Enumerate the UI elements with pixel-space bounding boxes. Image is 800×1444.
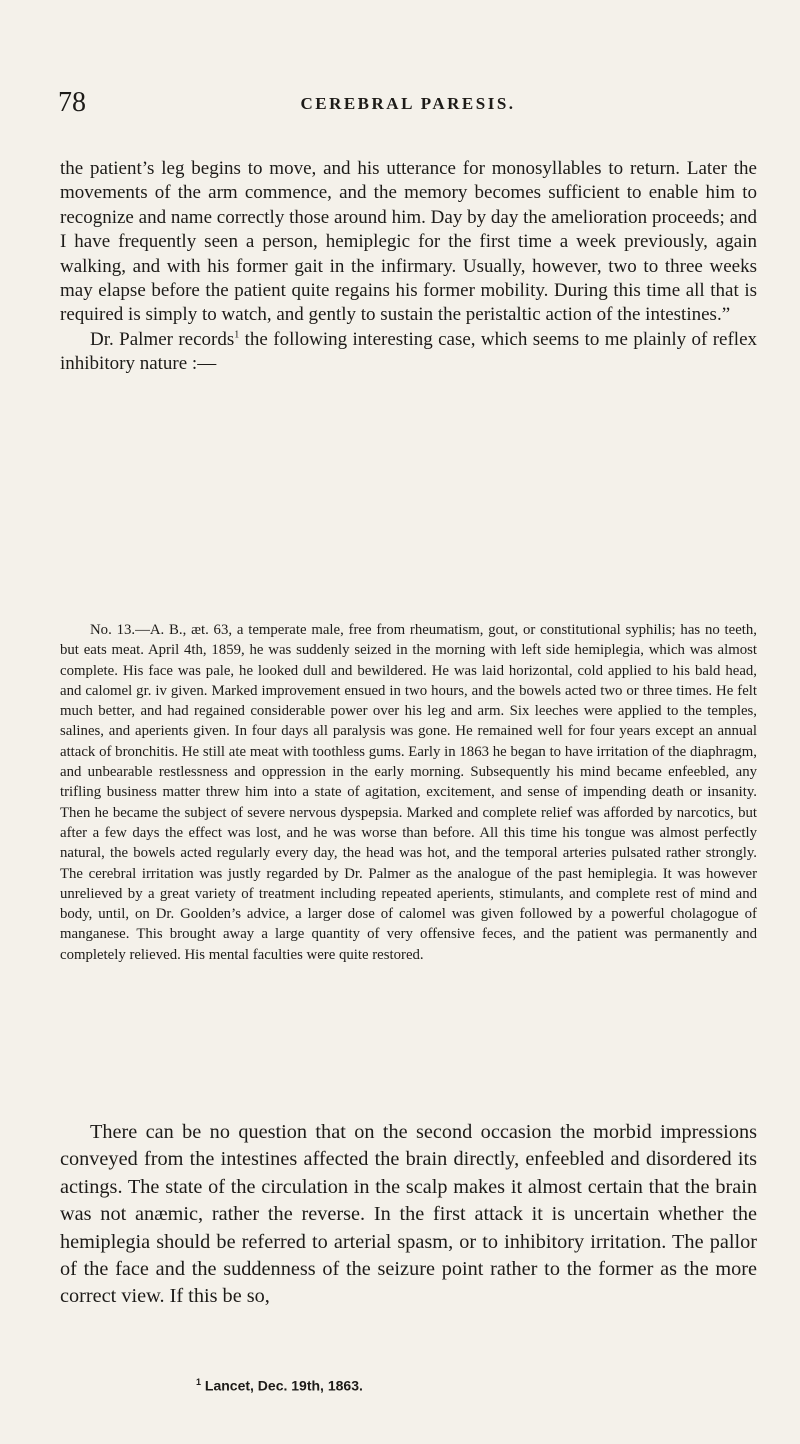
footnote-reference: 1 <box>234 329 240 341</box>
case-report-no-13: No. 13.—A. B., æt. 63, a temperate male, free from rheumatism, gout, or constitutional syphilis; has no teeth, but eats meat. April 4th, 1859, he was suddenly seized in the morning with left side hemiplegia, which was almost complete. His face was pale, he looked dull and bewildered. He was laid horizontal, cold applied to his bald head, and calomel gr. iv given. Marked improvement ensued in two hours, and the bowels acted two or three times. He felt much better, and had regained considerable power over his leg and arm. Six leeches were applied to the temples, salines, and aperients given. In four days all paralysis was gone. He remained well for four years except an annual attack of bronchitis. He still ate meat with toothless gums. Early in 1863 he began to have irritation of the diaphragm, and unbearable restlessness and oppression in the early morning. Subsequently his mind became enfeebled, any trifling business matter threw him into a state of agitation, excitement, and sense of impending death or insanity. Then he became the subject of severe nervous dyspepsia. Marked and complete relief was afforded by narcotics, but after a few days the effect was lost, and he was worse than before. All this time his tongue was almost perfectly natural, the bowels acted regularly every day, the head was hot, and the temporal arteries pulsated rather strongly. The cerebral irritation was justly regarded by Dr. Palmer as the analogue of the past hemiplegia. It was however unrelieved by a great variety of treatment including repeated aperients, stimulants, and complete rest of mind and body, until, on Dr. Goolden’s advice, a larger dose of calomel was given followed by a powerful cholagogue of manganese. This brought away a large quantity of very offensive feces, and the patient was permanently and completely relieved. His mental faculties were quite restored. <box>60 622 757 963</box>
footnote-marker: 1 <box>196 1377 202 1387</box>
footnote <box>196 1377 363 1394</box>
running-title: CEREBRAL PARESIS. <box>300 94 516 113</box>
text-block-bottom <box>60 1119 757 1311</box>
paragraph-continuation: the patient’s leg begins to move, and his utterance for monosyllables to return. Later the movements of the arm commence, and the memory becomes sufficient to enable him to recognize and name correctly those around him. Day by day the amelioration proceeds; and I have frequently seen a person, hemiplegic for the first time a week previously, again walking, and with his former gait in the infirmary. Usually, however, two to three weeks may elapse before the patient quite regains his former mobility. During this time all that is required is simply to watch, and gently to sustain the peristaltic action of the intestines.” <box>60 158 757 326</box>
paragraph-discussion: There can be no question that on the second occasion the morbid impressions conveyed from the intestines affected the brain directly, enfeebled and disordered its actings. The state of the circulation in the scalp makes it almost certain that the brain was not anæmic, rather the reverse. In the first attack it is uncertain whether the hemiplegia should be referred to arterial spasm, or to inhibitory irritation. The pallor of the face and the suddenness of the seizure point rather to the former as the more correct view. If this be so, <box>60 1121 757 1308</box>
footnote-text: Lancet, Dec. 19th, 1863. <box>201 1377 363 1394</box>
text-block-top <box>60 157 757 377</box>
page-number: 78 <box>58 87 86 118</box>
paragraph-palmer-text-b: the following interesting case, which seems to me plainly of reflex inhibitory nature :— <box>60 328 758 375</box>
paragraph-palmer-intro <box>60 328 757 377</box>
paragraph-palmer-text-a: Dr. Palmer records <box>90 328 235 350</box>
page-header <box>58 88 758 118</box>
